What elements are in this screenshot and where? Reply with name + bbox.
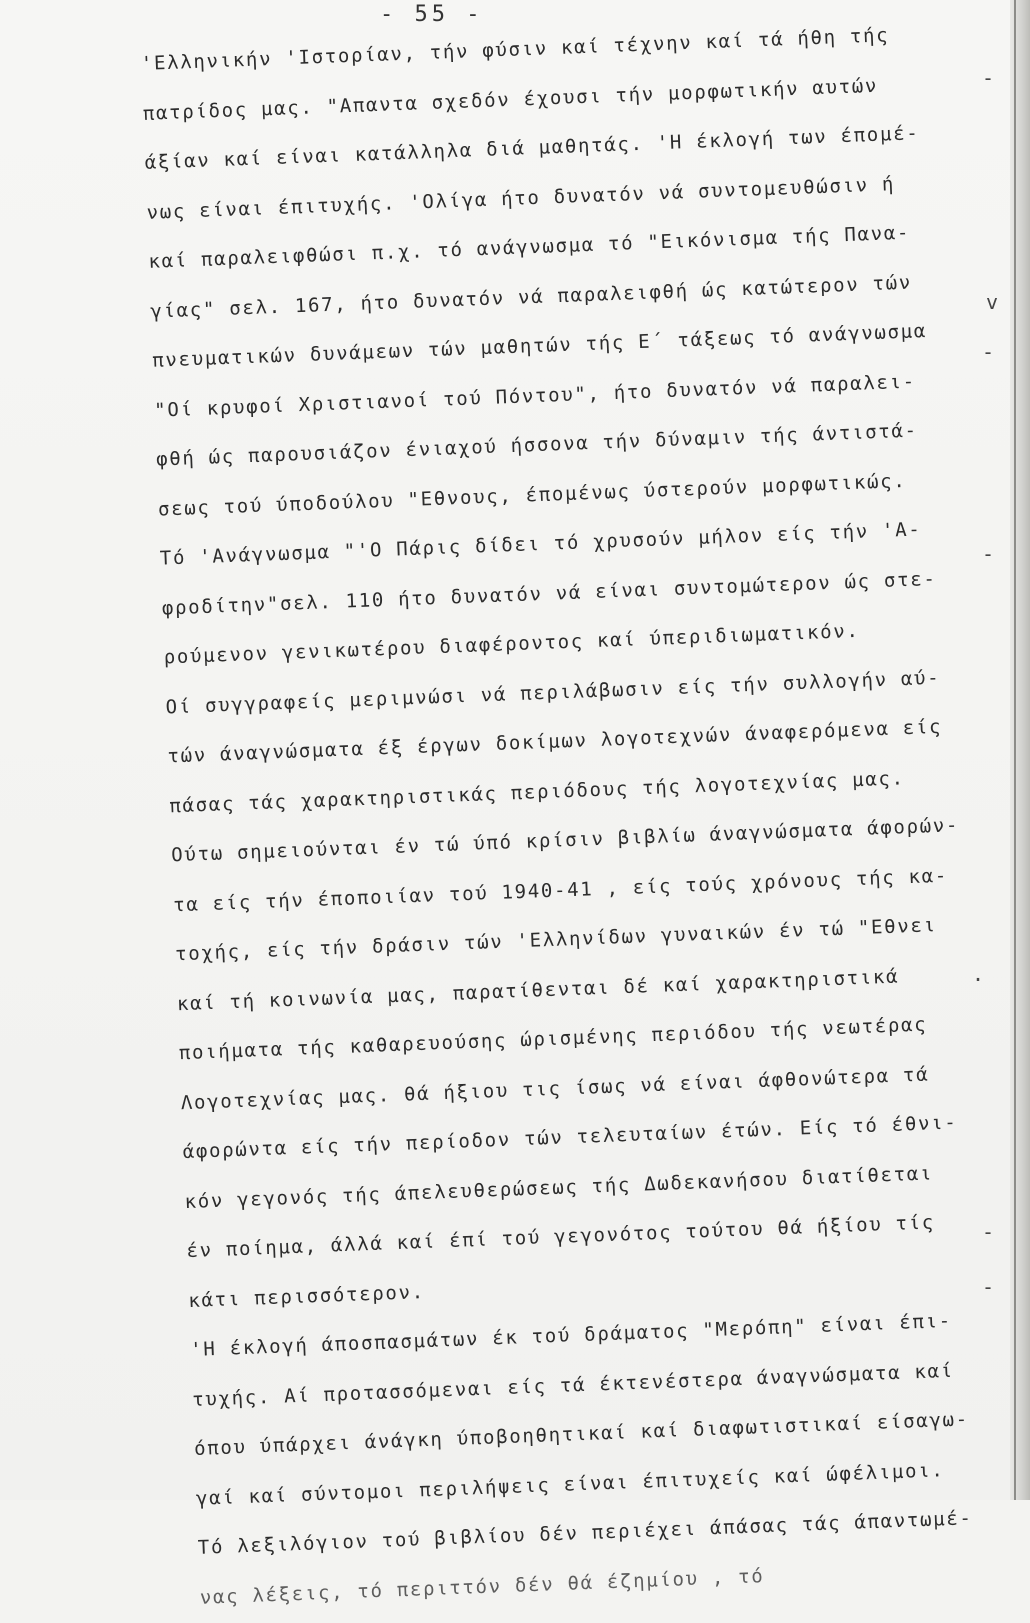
margin-mark: - bbox=[982, 1220, 995, 1244]
text-line: πνευματικών δυνάμεων τών μαθητών τής Ε΄ τάξεως τό ανάγνωσμα bbox=[151, 320, 928, 372]
text-line: Ούτω σημειούνται έν τώ ύπό κρίσιν βιβλίω άναγνώσματα άφορών- bbox=[170, 814, 960, 867]
text-line: πατρίδος μας. "Απαντα σχεδόν έχουσι τήν μορφωτικήν αυτών bbox=[142, 74, 879, 125]
text-line: Τό λεξιλόγιον τού βιβλίου δέν περιέχει άπάσας τάς άπαντωμέ- bbox=[197, 1507, 973, 1559]
margin-mark: - bbox=[982, 340, 995, 364]
text-line: τών άναγνώσματα έξ έργων δοκίμων λογοτεχνών άναφερόμενα είς bbox=[167, 715, 943, 768]
text-line: καί τή κοινωνία μας, παρατίθενται δέ καί χαρακτηριστικά bbox=[176, 965, 900, 1015]
text-line: γαί καί σύντομοι περιλήψεις είναι έπιτυχείς καί ώφέλιμοι. bbox=[195, 1458, 945, 1510]
text-line: κάτι περισσότερον. bbox=[188, 1280, 426, 1312]
text-line: Τό 'Ανάγνωσμα "'Ο Πάρις δίδει τό χρυσούν μήλον είς τήν 'Α- bbox=[159, 518, 922, 570]
text-line: νως είναι έπιτυχής. 'Ολίγα ήτο δυνατόν νά συντομευθώσιν ή bbox=[146, 172, 896, 224]
text-line: τα είς τήν έποποιίαν τού 1940-41 , είς τούς χρόνους τής κα- bbox=[172, 864, 949, 916]
typewritten-body bbox=[140, 8, 1030, 1623]
text-line: τυχής. Αί προτασσόμεναι είς τά έκτενέστερα άναγνώσματα καί bbox=[191, 1359, 955, 1411]
text-line: άξίαν καί είναι κατάλληλα διά μαθητάς. 'Η έκλογή των έπομέ- bbox=[144, 122, 920, 174]
margin-mark: . bbox=[972, 962, 985, 986]
text-line: 'Ελληνικήν 'Ιστορίαν, τήν φύσιν καί τέχνην καί τά ήθη τής bbox=[140, 24, 890, 75]
margin-mark: - bbox=[982, 66, 995, 90]
text-line: Λογοτεχνίας μας. θά ήξιου τις ίσως νά είναι άφθονώτερα τά bbox=[180, 1062, 930, 1114]
text-line: σεως τού ύποδούλου "Εθνους, έπομένως ύστερούν μορφωτικώς. bbox=[157, 469, 907, 521]
text-line: πάσας τάς χαρακτηριστικάς περιόδους τής λογοτεχνίας μας. bbox=[169, 766, 906, 817]
text-line: "Οί κρυφοί Χριστιανοί τού Πόντου", ήτο δυνατόν νά παραλει- bbox=[153, 369, 917, 422]
text-line: φροδίτην"σελ. 110 ήτο δυνατόν νά είναι συντομώτερον ώς στε- bbox=[161, 567, 937, 620]
text-line: 'Η έκλογή άποσπασμάτων έκ τού δράματος "Μερόπη" είναι έπι- bbox=[189, 1309, 953, 1362]
text-line: έν ποίημα, άλλά καί έπί τού γεγονότος τούτου θά ήξίου τίς bbox=[186, 1211, 936, 1263]
text-line: τοχής, είς τήν δράσιν τών 'Ελληνίδων γυναικών έν τώ "Εθνει bbox=[174, 914, 938, 966]
text-line: άφορώντα είς τήν περίοδον τών τελευταίων έτών. Είς τό έθνι- bbox=[182, 1111, 958, 1164]
page-number: - 55 - bbox=[380, 2, 484, 27]
margin-mark: v bbox=[986, 290, 999, 314]
text-line: νας λέξεις, τό περιττόν δέν θά έζημίου , τό bbox=[199, 1564, 765, 1609]
text-line: ρούμενον γενικωτέρου διαφέροντος καί ύπεριδιωματικόν. bbox=[163, 619, 861, 669]
margin-mark: - bbox=[982, 542, 995, 566]
text-line: γίας" σελ. 167, ήτο δυνατόν νά παραλειφθή ώς κατώτερον τών bbox=[150, 271, 913, 323]
text-line: όπου ύπάρχει άνάγκη ύποβοηθητικαί καί διαφωτιστικαί είσαγω- bbox=[193, 1408, 970, 1460]
text-line: Οί συγγραφείς μεριμνώσι νά περιλάβωσιν είς τήν συλλογήν αύ- bbox=[165, 666, 941, 718]
text-line: κόν γεγονός τής άπελευθερώσεως τής Δωδεκανήσου διατίθεται bbox=[184, 1161, 934, 1213]
margin-mark: - bbox=[982, 1275, 995, 1299]
text-line: φθή ώς παρουσιάζον ένιαχού ήσσονα τήν δύναμιν τής άντιστά- bbox=[155, 419, 919, 471]
text-line: καί παραλειφθώσι π.χ. τό ανάγνωσμα τό "Εικόνισμα τής Πανα- bbox=[148, 221, 911, 273]
text-line: ποιήματα τής καθαρευούσης ώρισμένης περιόδου τής νεωτέρας bbox=[178, 1013, 928, 1065]
